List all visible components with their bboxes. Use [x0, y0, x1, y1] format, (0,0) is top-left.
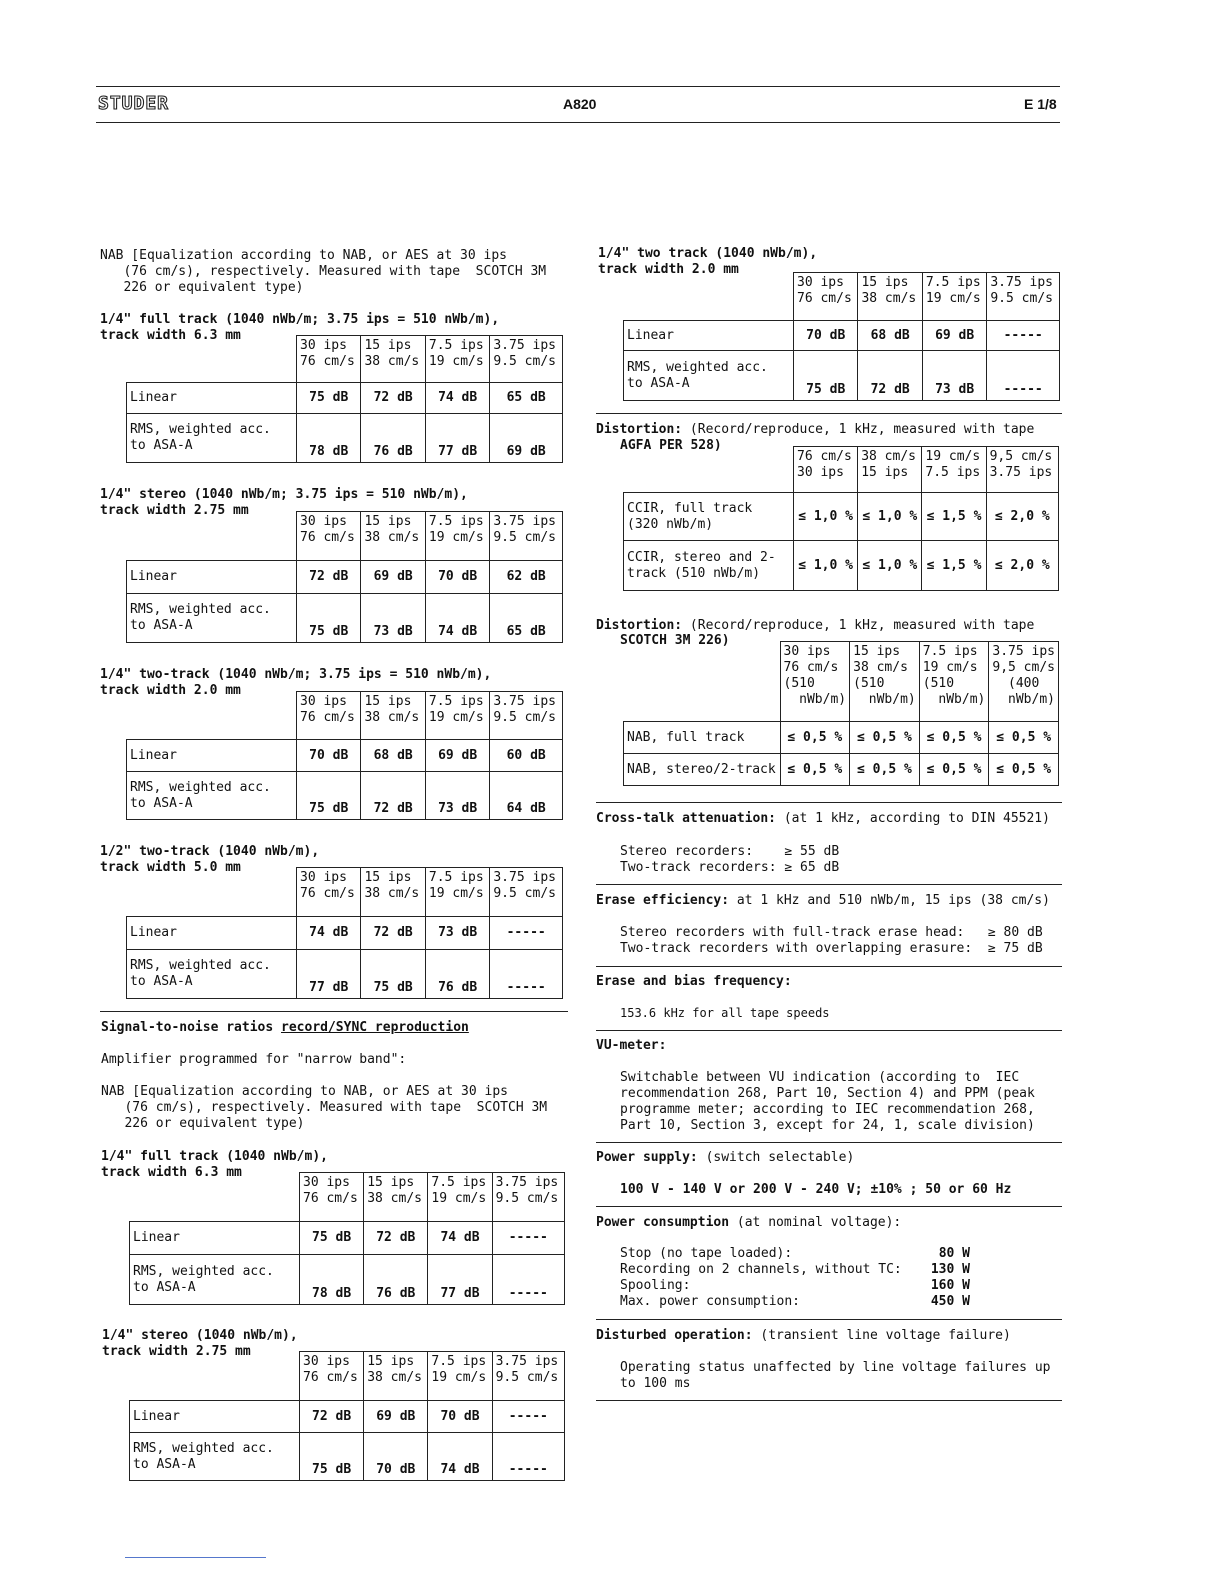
distortion-heading-1: Distortion: (Record/reproduce, 1 kHz, measured with tape [596, 422, 1035, 437]
sync-table-full-track: 30 ips 76 cm/s 15 ips 38 cm/s 7.5 ips 19 cm/s 3.75 ips 9.5 cm/s Linear 75 dB 72 dB 74 dB ----- RMS, weighted acc. to ASA-A 78 dB 76 dB 77 dB ----- [129, 1172, 565, 1305]
disturbed-operation-heading: Disturbed operation: (transient line voltage failure) [596, 1328, 1011, 1343]
vu-meter-text: Switchable between VU indication (according to IEC recommendation 268, Part 10, Section 4) and PPM (peak programme meter; according to IEC recommendation 268, Part 10, Section 3, except for 24, 1, scale division) [620, 1070, 1035, 1133]
snr-sync-heading: Signal-to-noise ratios record/SYNC reproduction [101, 1020, 469, 1035]
distortion-tape-1: AGFA PER 528) [620, 438, 722, 453]
power-consumption-list [620, 1246, 970, 1310]
crosstalk-heading: Cross-talk attenuation: (at 1 kHz, according to DIN 45521) [596, 811, 1050, 826]
power-consumption-heading: Power consumption (at nominal voltage): [596, 1215, 902, 1230]
t4-title: 1/2" two-track (1040 nWb/m), track width 5.0 mm [100, 844, 320, 875]
erase-efficiency-values: Stereo recorders with full-track erase head: ≥ 80 dB Two-track recorders with overlapping erasure: ≥ 75 dB [620, 925, 1043, 956]
distortion-tape-2: SCOTCH 3M 226) [620, 633, 730, 648]
section-divider [596, 802, 1062, 803]
section-divider [596, 1400, 1062, 1401]
list-item: Recording on 2 channels, without TC: 130 W [620, 1262, 970, 1277]
header-bottom-rule [96, 122, 1060, 123]
disturbed-operation-text: Operating status unaffected by line voltage failures up to 100 ms [620, 1360, 1051, 1391]
list-item: Stop (no tape loaded): 80 W [620, 1246, 970, 1261]
t2-title: 1/4" stereo (1040 nWb/m; 3.75 ips = 510 nWb/m), track width 2.75 mm [100, 487, 468, 518]
erase-efficiency-heading: Erase efficiency: at 1 kHz and 510 nWb/m, 15 ips (38 cm/s) [596, 893, 1050, 908]
t1-title: 1/4" full track (1040 nWb/m; 3.75 ips = 510 nWb/m), track width 6.3 mm [100, 312, 500, 343]
distortion-heading-2: Distortion: (Record/reproduce, 1 kHz, measured with tape [596, 618, 1035, 633]
list-item: Max. power consumption: 450 W [620, 1294, 970, 1309]
section-divider [596, 413, 1062, 414]
section-divider [596, 884, 1062, 885]
intro-paragraph-2: NAB [Equalization according to NAB, or AES at 30 ips (76 cm/s), respectively. Measured with tape SCOTCH 3M 226 or equivalent type) [101, 1084, 548, 1131]
bias-frequency-value: 153.6 kHz for all tape speeds [620, 1006, 830, 1020]
section-divider [100, 1011, 568, 1012]
bias-frequency-heading: Erase and bias frequency: [596, 974, 792, 989]
t6-title: 1/4" stereo (1040 nWb/m), track width 2.75 mm [102, 1328, 298, 1359]
sync-table-stereo: 30 ips 76 cm/s 15 ips 38 cm/s 7.5 ips 19 cm/s 3.75 ips 9.5 cm/s Linear 72 dB 69 dB 70 dB ----- RMS, weighted acc. to ASA-A 75 dB 70 dB 74 dB ----- [129, 1351, 565, 1481]
snr-table-two-track-2: 30 ips 76 cm/s 15 ips 38 cm/s 7.5 ips 19 cm/s 3.75 ips 9.5 cm/s Linear 70 dB 68 dB 69 dB ----- RMS, weighted acc. to ASA-A 75 dB 72 dB 73 dB ----- [623, 272, 1060, 401]
t5-title: 1/4" full track (1040 nWb/m), track width 6.3 mm [101, 1149, 328, 1180]
section-divider [596, 1142, 1062, 1143]
page-number: E 1/8 [1024, 96, 1057, 112]
snr-table-stereo: 30 ips 76 cm/s 15 ips 38 cm/s 7.5 ips 19 cm/s 3.75 ips 9.5 cm/s Linear 72 dB 69 dB 70 dB 62 dB RMS, weighted acc. to ASA-A 75 dB 73 dB 74 dB 65 dB [126, 511, 563, 643]
t3-title: 1/4" two-track (1040 nWb/m; 3.75 ips = 510 nWb/m), track width 2.0 mm [100, 667, 492, 698]
amp-note: Amplifier programmed for "narrow band": [101, 1052, 407, 1067]
section-divider [596, 966, 1062, 967]
section-divider [596, 1030, 1062, 1031]
footer-link-underline [125, 1557, 266, 1558]
model-name: A820 [563, 96, 597, 112]
power-supply-heading: Power supply: (switch selectable) [596, 1150, 855, 1165]
vu-meter-heading: VU-meter: [596, 1038, 667, 1053]
t7-title: 1/4" two track (1040 nWb/m), track width 2.0 mm [598, 246, 818, 277]
distortion-table-agfa: 76 cm/s 30 ips 38 cm/s 15 ips 19 cm/s 7.5 ips 9,5 cm/s 3.75 ips CCIR, full track (320 nWb/m) ≤ 1,0 % ≤ 1,0 % ≤ 1,5 % ≤ 2,0 % CCIR, stereo and 2- track (510 nWb/m) ≤ 1,0 % ≤ 1,0 % ≤ 1,5 % ≤ 2,0 % [623, 446, 1059, 591]
snr-table-two-track: 30 ips 76 cm/s 15 ips 38 cm/s 7.5 ips 19 cm/s 3.75 ips 9.5 cm/s Linear 70 dB 68 dB 69 dB 60 dB RMS, weighted acc. to ASA-A 75 dB 72 dB 73 dB 64 dB [126, 691, 563, 820]
intro-paragraph: NAB [Equalization according to NAB, or AES at 30 ips (76 cm/s), respectively. Measured with tape SCOTCH 3M 226 or equivalent type) [100, 248, 547, 295]
crosstalk-values: Stereo recorders: ≥ 55 dB Two-track recorders: ≥ 65 dB [620, 844, 840, 875]
snr-table-full-track: 30 ips 76 cm/s 15 ips 38 cm/s 7.5 ips 19 cm/s 3.75 ips 9.5 cm/s Linear 75 dB 72 dB 74 dB 65 dB RMS, weighted acc. to ASA-A 78 dB 76 dB 77 dB 69 dB [126, 335, 563, 463]
studer-logo: STUDER [98, 93, 170, 114]
section-divider [596, 1206, 1062, 1207]
power-supply-value: 100 V - 140 V or 200 V - 240 V; ±10% ; 50 or 60 Hz [620, 1182, 1012, 1197]
header-top-rule [96, 86, 1060, 87]
list-item: Spooling: 160 W [620, 1278, 970, 1293]
section-divider [596, 1319, 1062, 1320]
snr-table-half-inch: 30 ips 76 cm/s 15 ips 38 cm/s 7.5 ips 19 cm/s 3.75 ips 9.5 cm/s Linear 74 dB 72 dB 73 dB ----- RMS, weighted acc. to ASA-A 77 dB 75 dB 76 dB ----- [126, 867, 563, 999]
distortion-table-scotch: 30 ips 76 cm/s (510 nWb/m) 15 ips 38 cm/s (510 nWb/m) 7.5 ips 19 cm/s (510 nWb/m) 3.75 ips 9,5 cm/s (400 nWb/m) NAB, full track ≤ 0,5 % ≤ 0,5 % ≤ 0,5 % ≤ 0,5 % NAB, stereo/2-track ≤ 0,5 % ≤ 0,5 % ≤ 0,5 % ≤ 0,5 % [623, 641, 1059, 786]
